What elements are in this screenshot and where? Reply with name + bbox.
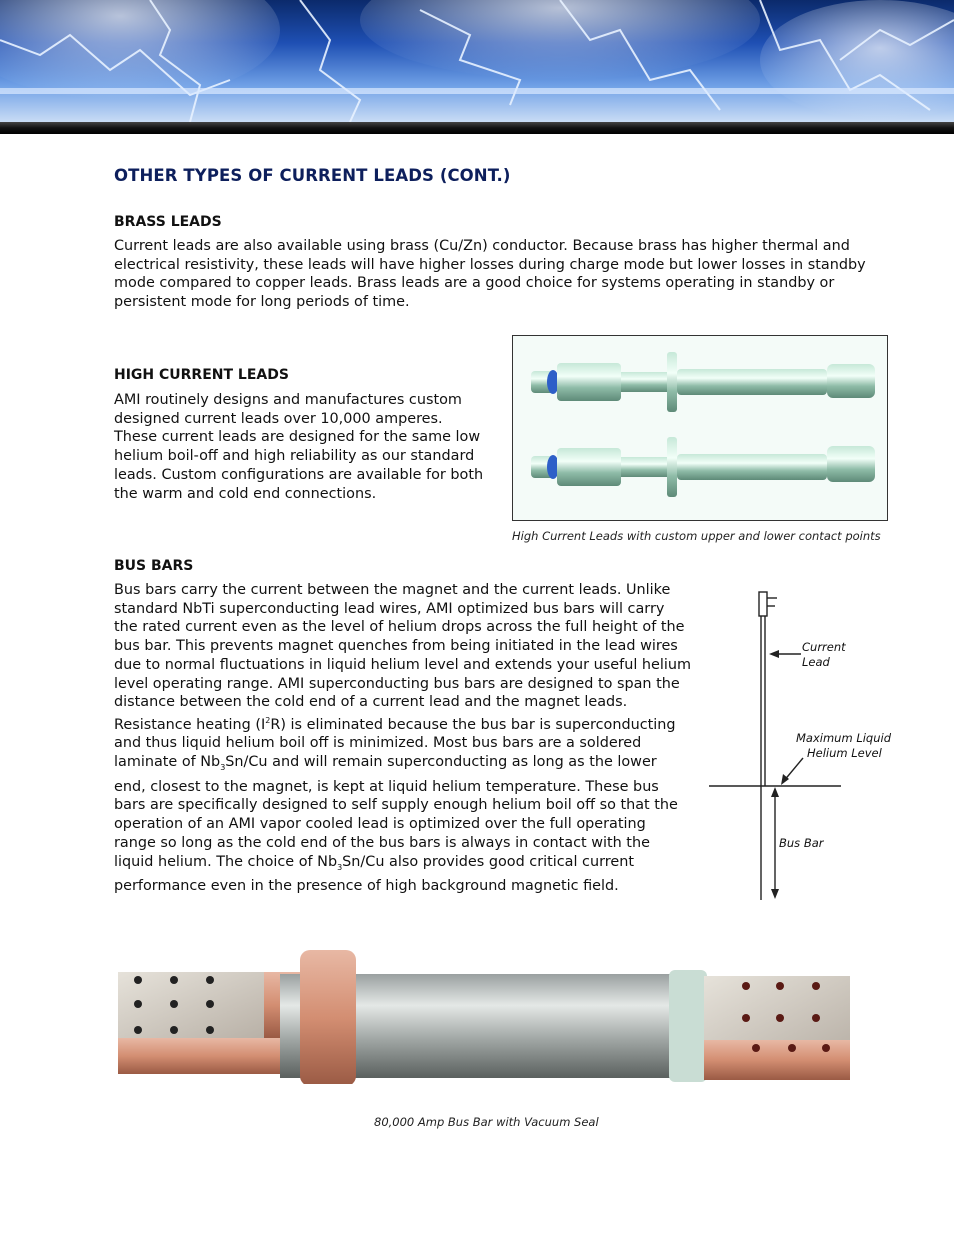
lower-lead <box>531 437 875 497</box>
bus-bar-vacuum-seal-photo <box>114 944 854 1084</box>
label-helium-level: Helium Level <box>807 746 882 760</box>
bus-bar-diagram <box>705 588 905 906</box>
bus-bars-text-1: Bus bars carry the current between the magnet and the current leads. Unlike standard NbTi superconducting lead wires, AMI optimized bus bars will carry the rated current even as the level of helium drops across the full height of the bus bar. This prevents magnet quenches from being initiated in the lead wires due to normal fluctuations in liquid helium level and extends your useful helium level operating range. AMI superconducting bus bars are designed to span the distance between the cold end of a current lead and the magnet leads. Resistance heating (I <box>114 582 692 733</box>
arrow-bus-bar-bottom <box>771 889 779 899</box>
upper-lead <box>531 352 875 412</box>
lightning-banner-graphic <box>0 0 954 122</box>
subscript-3b: 3 <box>337 862 343 872</box>
lead-terminal <box>759 592 767 616</box>
bus-bar-caption: 80,000 Amp Bus Bar with Vacuum Seal <box>374 1115 599 1129</box>
arrow-current-lead <box>769 650 779 658</box>
label-bus-bar: Bus Bar <box>779 836 824 850</box>
high-current-leads-photo <box>512 335 888 521</box>
label-maximum-liquid: Maximum Liquid <box>796 731 892 745</box>
brass-leads-heading: BRASS LEADS <box>114 214 222 230</box>
bus-bars-text-3: Sn/Cu and will remain superconducting as long as the lower end, closest to the magnet, is kept at liquid helium temperature. These bus bars are specifically designed to self supply enough helium boil off so that the operation of an AMI vapor cooled lead is optimized over the full operating range so long as the cold end of the bus bars is always in contact with the liquid helium. The choice of Nb <box>114 754 678 870</box>
current-leads-illustration <box>513 336 887 520</box>
bus-bars-text-2: R) is eliminated because the bus bar is superconducting and thus liquid helium boil off is minimized. Most bus bars are a soldered laminate of Nb <box>114 716 676 771</box>
high-current-leads-heading: HIGH CURRENT LEADS <box>114 367 289 383</box>
header-divider-bar <box>0 122 954 134</box>
label-current: Current <box>802 640 846 654</box>
bus-bars-heading: BUS BARS <box>114 558 194 574</box>
arrow-bus-bar-top <box>771 787 779 797</box>
header-banner-image <box>0 0 954 122</box>
high-current-leads-caption: High Current Leads with custom upper and lower contact points <box>512 529 881 543</box>
bus-bars-paragraph <box>114 581 692 896</box>
brass-leads-paragraph: Current leads are also available using brass (Cu/Zn) conductor. Because brass has higher thermal and electrical resistivity, these leads will have higher losses during charge mode but lower losses in standby mode compared to copper leads. Brass leads are a good choice for systems operating in standby or persistent mode for long periods of time. <box>114 238 866 311</box>
high-current-leads-paragraph: AMI routinely designs and manufactures custom designed current leads over 10,000 amperes. These current leads are designed for the same low helium boil-off and high reliability as our standard leads. Custom configurations are available for both the warm and cold end connections. <box>114 392 484 502</box>
superscript-2: 2 <box>265 715 271 725</box>
label-lead: Lead <box>802 655 830 669</box>
page-title: OTHER TYPES OF CURRENT LEADS (CONT.) <box>114 166 511 185</box>
bus-bars-text-4: Sn/Cu also provides good critical current performance even in the presence of high background magnetic field. <box>114 853 634 895</box>
subscript-3a: 3 <box>220 763 226 772</box>
